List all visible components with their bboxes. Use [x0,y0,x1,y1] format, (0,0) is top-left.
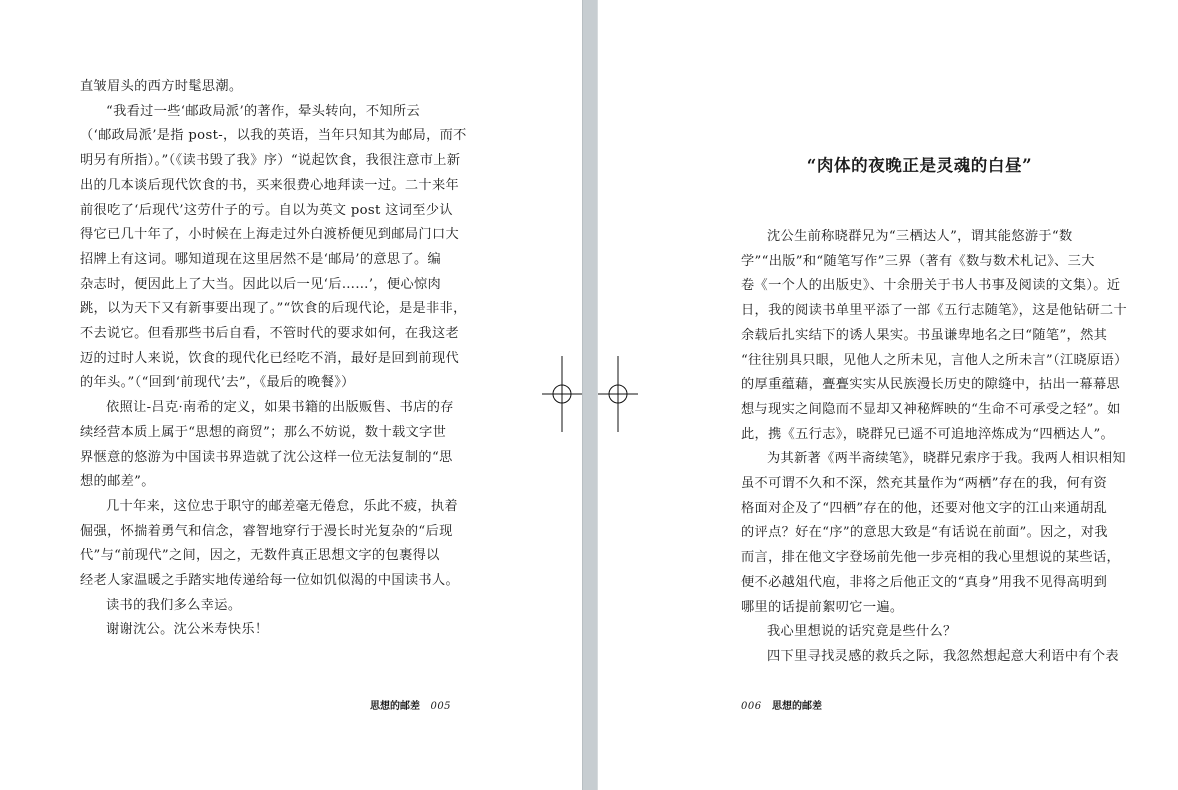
text-line: 读书的我们多么幸运。 [106,597,242,613]
text-line: 日，我的阅读书单里平添了一部《五行志随笔》，这是他钻研二十 [741,303,1127,319]
text-line: 便不必越俎代庖，非将之后他正文的“真身”用我不见得高明到 [741,574,1108,590]
page-folio [370,700,451,714]
text-line: 代”与“前现代”之间，因之，无数件真正思想文字的包裹得以 [80,548,440,564]
text-line: 格面对企及了“四栖”存在的他，还要对他文字的江山来通胡乱 [741,500,1108,516]
text-line: “往往别具只眼，见他人之所未见，言他人之所未言”（江晓原语） [741,352,1128,368]
text-line: 出的几本谈后现代饮食的书，买来很费心地拜读一过。二十来年 [80,177,460,193]
left-page [0,0,582,790]
text-line: 而言，排在他文字登场前先他一步亮相的我心里想说的某些话， [741,550,1121,566]
text-line: 想的邮差”。 [80,474,155,490]
chapter-title: “肉体的夜晚正是灵魂的白昼” [806,156,1033,175]
text-line: 虽不可谓不久和不深，然充其量作为“两栖”存在的我，何有资 [741,476,1108,491]
page-number: 006 [741,701,762,712]
text-line: 沈公生前称晓群兄为“三栖达人”，谓其能悠游于“数 [767,229,1073,244]
text-line: 的年头。”（“回到‘前现代’去”，《最后的晚餐》） [80,375,355,391]
text-line: 续经营本质上属于“思想的商贸”；那么不妨说，数十载文字世 [80,424,447,440]
text-line: 谢谢沈公。沈公米寿快乐！ [106,622,269,638]
folio-title: 思想的邮差 [370,701,420,712]
page-folio [741,700,822,714]
text-line: 招牌上有这词。哪知道现在这里居然不是‘邮局’的意思了。编 [80,251,442,267]
text-line: 四下里寻找灵感的救兵之际，我忽然想起意大利语中有个表 [767,648,1119,664]
text-line: 的评点？好在“序”的意思大致是“有话说在前面”。因之，对我 [741,525,1108,541]
book-gutter [582,0,598,790]
text-line: 界惬意的悠游为中国读书界造就了沈公这样一位无法复制的“思 [80,449,453,465]
text-line: 依照让-吕克·南希的定义，如果书籍的出版贩售、书店的存 [106,400,454,416]
text-line: 经老人家温暖之手踏实地传递给每一位如饥似渴的中国读书人。 [80,573,460,588]
text-line: “我看过一些‘邮政局派’的著作，晕头转向，不知所云 [106,103,420,119]
text-line: 几十年来，这位忠于职守的邮差毫无倦怠，乐此不疲，执着 [106,498,458,514]
text-line: 迈的过时人来说，饮食的现代化已经吃不消，最好是回到前现代 [80,350,460,366]
text-line: （‘邮政局派’是指 post-，以我的英语，当年只知其为邮局，而不 [80,128,467,144]
text-line: 前很吃了‘后现代’这劳什子的亏。自以为英文 post 这词至少认 [80,202,453,218]
text-line: 余载后扎实结下的诱人果实。书虽谦卑地名之曰“随笔”，然其 [741,327,1108,343]
text-line: 想与现实之间隐而不显却又神秘辉映的“生命不可承受之轻”。如 [741,401,1121,417]
text-line: 得它已几十年了，小时候在上海走过外白渡桥便见到邮局门口大 [80,227,460,243]
text-line: 倔强，怀揣着勇气和信念，睿智地穿行于漫长时光复杂的“后现 [80,523,453,539]
text-line: 学”“出版”和“随笔写作”三界（著有《数与数术札记》、三大 [741,253,1095,269]
left-crop-mark-icon [542,356,582,432]
text-line: 直皱眉头的西方时髦思潮。 [80,79,243,94]
page-number: 005 [430,701,452,712]
text-line: 此，携《五行志》，晓群兄已遥不可追地淬炼成为“四栖达人”。 [741,426,1115,442]
text-line: 明另有所指）。”（《读书毁了我》序）“说起饮食，我很注意市上新 [80,153,461,169]
text-line: 为其新著《两半斋续笔》，晓群兄索序于我。我两人相识相知 [767,451,1126,467]
text-line: 杂志时，便因此上了大当。因此以后一见‘后……’，便心惊肉 [80,276,442,292]
text-line: 的厚重蕴藉，亹亹实实从民族漫长历史的隙缝中，拈出一幕幕思 [741,377,1121,393]
text-line: 哪里的话提前絮叨它一遍。 [741,599,904,615]
folio-title: 思想的邮差 [772,701,823,712]
right-page [598,0,1178,790]
text-line: 卷《一个人的出版史》、十余册关于书人书事及阅读的文集）。近 [741,278,1121,294]
right-crop-mark-icon [598,356,638,432]
text-line: 不去说它。但看那些书后自看，不管时代的要求如何，在我这老 [80,326,460,341]
text-line: 跳，以为天下又有新事要出现了。”“饮食的后现代论，是是非非， [80,301,467,317]
text-line: 我心里想说的话究竟是些什么？ [767,624,957,640]
